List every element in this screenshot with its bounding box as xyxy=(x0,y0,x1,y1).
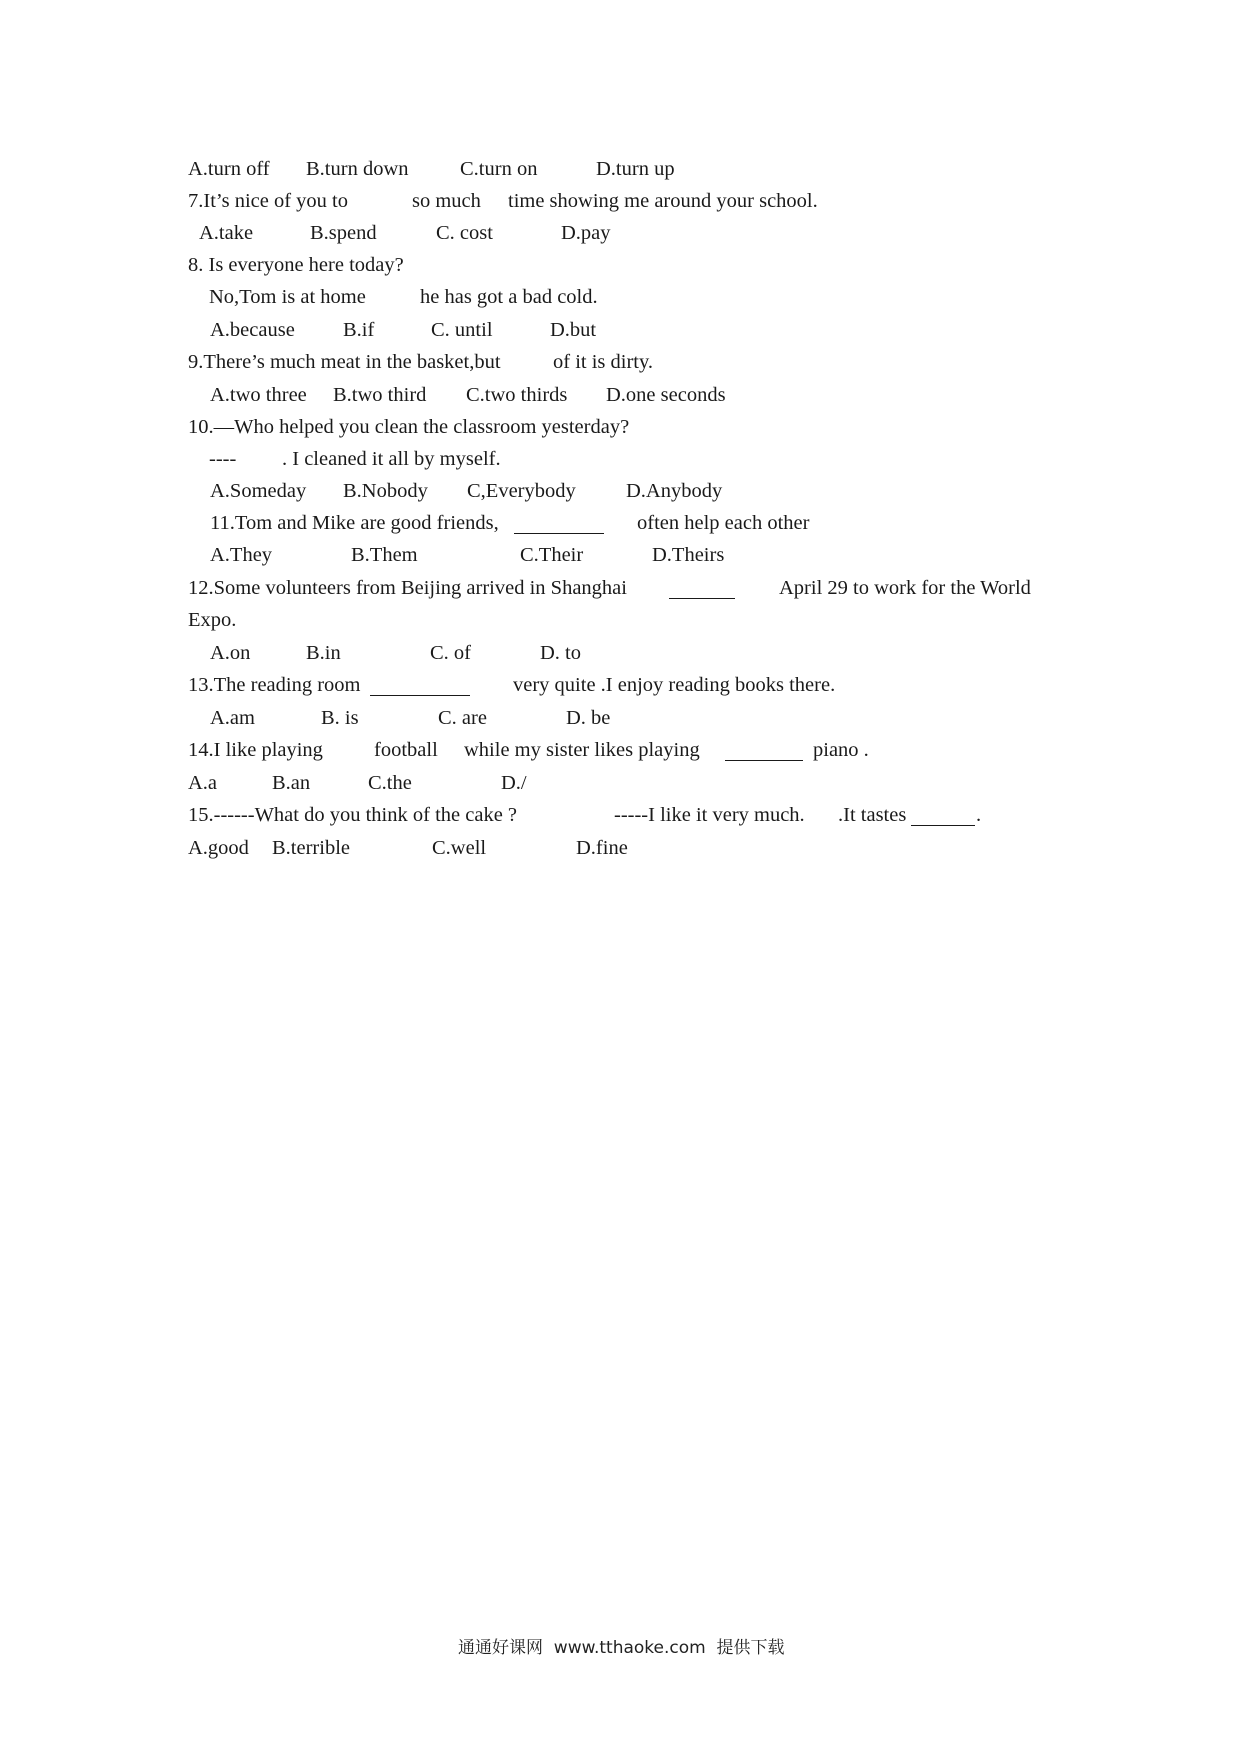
q14-option-b: B.an xyxy=(272,772,311,794)
q8-option-b: B.if xyxy=(343,319,375,341)
q7-stem-part1: 7.It’s nice of you to xyxy=(188,190,348,212)
q12-answer-blank xyxy=(669,598,735,599)
q14-option-d: D./ xyxy=(501,772,527,794)
q7-stem-part2: so much xyxy=(412,190,481,212)
q9-option-c: C.two thirds xyxy=(466,384,568,406)
q8-option-d: D.but xyxy=(550,319,597,341)
q14-answer-blank xyxy=(725,760,803,761)
q7-option-c: C. cost xyxy=(436,222,493,244)
q13-option-c: C. are xyxy=(438,707,487,729)
q8-option-c: C. until xyxy=(431,319,493,341)
q10-option-c: C,Everybody xyxy=(467,480,576,502)
q15-option-c: C.well xyxy=(432,837,487,859)
q9-option-a: A.two three xyxy=(210,384,307,406)
q13-option-d: D. be xyxy=(566,707,611,729)
q7-stem-part3: time showing me around your school. xyxy=(508,190,818,212)
q13-stem-part1: 13.The reading room xyxy=(188,674,361,696)
q9-stem-part1: 9.There’s much meat in the basket,but xyxy=(188,351,501,373)
q13-option-b: B. is xyxy=(321,707,359,729)
q6-option-d: D.turn up xyxy=(596,158,675,180)
q11-answer-blank xyxy=(514,533,604,534)
q11-stem-part2: often help each other xyxy=(637,512,810,534)
q15-stem-part1: 15.------What do you think of the cake ? xyxy=(188,804,518,826)
q8-reply-part2: he has got a bad cold. xyxy=(420,286,598,308)
q10-option-b: B.Nobody xyxy=(343,480,428,502)
q15-option-d: D.fine xyxy=(576,837,628,859)
q12-stem-part2: April 29 to work for the World xyxy=(779,577,1031,599)
q7-option-a: A.take xyxy=(199,222,254,244)
q12-stem-part1: 12.Some volunteers from Beijing arrived in Shanghai xyxy=(188,577,627,599)
q14-option-c: C.the xyxy=(368,772,412,794)
q10-stem: 10.—Who helped you clean the classroom yesterday? xyxy=(188,416,630,438)
q12-option-d: D. to xyxy=(540,642,581,664)
q7-option-b: B.spend xyxy=(310,222,377,244)
q10-option-a: A.Someday xyxy=(210,480,307,502)
q15-answer-blank xyxy=(911,825,975,826)
q14-stem-part2: football xyxy=(374,739,438,761)
q15-option-a: A.good xyxy=(188,837,249,859)
q9-option-b: B.two third xyxy=(333,384,427,406)
q15-stem-part4: . xyxy=(976,804,982,826)
q6-option-c: C.turn on xyxy=(460,158,538,180)
q11-option-c: C.Their xyxy=(520,544,584,566)
q10-option-d: D.Anybody xyxy=(626,480,723,502)
q15-stem-part3: .It tastes xyxy=(838,804,907,826)
page-footer: 通通好课网 www.tthaoke.com 提供下载 xyxy=(458,1638,785,1658)
q11-stem-part1: 11.Tom and Mike are good friends, xyxy=(210,512,499,534)
q10-reply-dash: ---- xyxy=(209,448,237,470)
q8-option-a: A.because xyxy=(210,319,295,341)
q14-stem-part1: 14.I like playing xyxy=(188,739,323,761)
q8-reply-part1: No,Tom is at home xyxy=(209,286,366,308)
q14-option-a: A.a xyxy=(188,772,218,794)
q12-stem-part3: Expo. xyxy=(188,609,237,631)
q12-option-a: A.on xyxy=(210,642,251,664)
q7-option-d: D.pay xyxy=(561,222,611,244)
q12-option-c: C. of xyxy=(430,642,471,664)
q8-stem: 8. Is everyone here today? xyxy=(188,254,404,276)
q9-stem-part2: of it is dirty. xyxy=(553,351,654,373)
q6-option-b: B.turn down xyxy=(306,158,409,180)
q6-option-a: A.turn off xyxy=(188,158,270,180)
q15-stem-part2: -----I like it very much. xyxy=(614,804,805,826)
q15-option-b: B.terrible xyxy=(272,837,350,859)
q10-reply-text: . I cleaned it all by myself. xyxy=(282,448,501,470)
q14-stem-part4: piano . xyxy=(813,739,869,761)
q11-option-d: D.Theirs xyxy=(652,544,725,566)
q13-answer-blank xyxy=(370,695,470,696)
q9-option-d: D.one seconds xyxy=(606,384,726,406)
q13-option-a: A.am xyxy=(210,707,255,729)
q14-stem-part3: while my sister likes playing xyxy=(464,739,700,761)
q13-stem-part2: very quite .I enjoy reading books there. xyxy=(513,674,836,696)
q11-option-a: A.They xyxy=(210,544,273,566)
q12-option-b: B.in xyxy=(306,642,341,664)
q11-option-b: B.Them xyxy=(351,544,418,566)
